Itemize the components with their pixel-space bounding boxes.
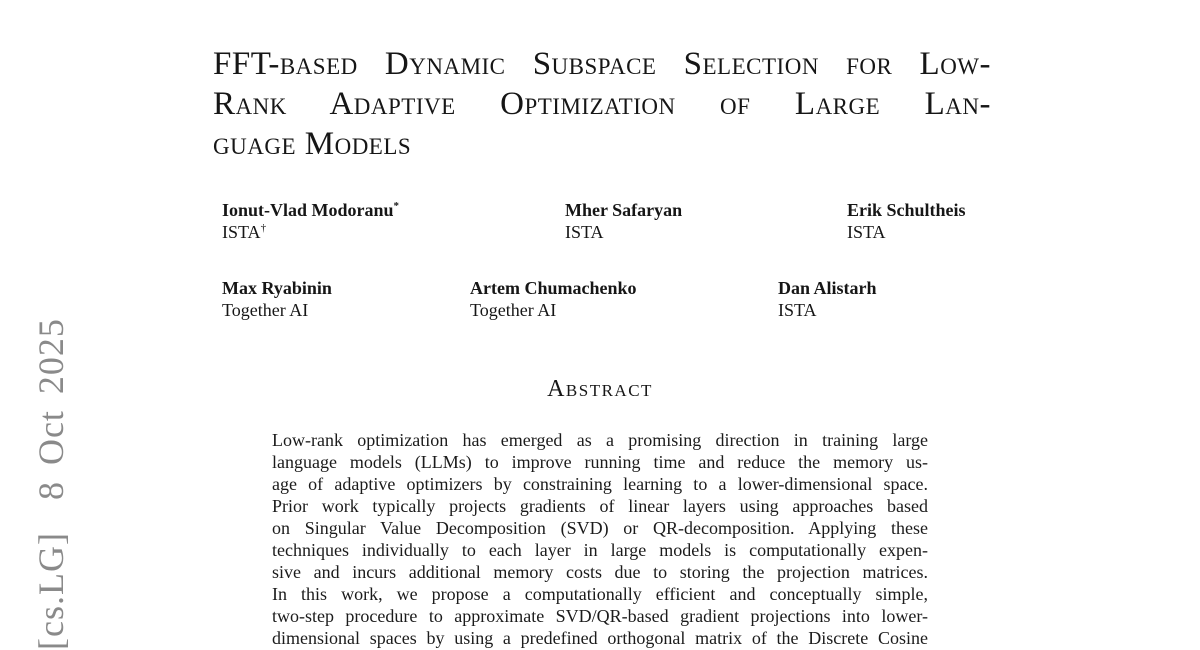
paper-title-line-1: FFT-based Dynamic Subspace Selection for Low- <box>213 46 991 82</box>
author-name-footnote-mark: * <box>393 200 400 212</box>
author-name-text: Max Ryabinin <box>222 278 332 298</box>
author-name-text: Mher Safaryan <box>565 200 683 220</box>
author-affiliation <box>222 299 332 321</box>
author-affiliation-text: ISTA <box>222 222 261 242</box>
author-name-text: Artem Chumachenko <box>470 278 637 298</box>
author-name-text: Ionut-Vlad Modoranu <box>222 200 394 220</box>
author-name-text: Dan Alistarh <box>778 278 877 298</box>
author-affiliation <box>847 221 966 243</box>
abstract-line-10: dimensional spaces by using a predefined orthogonal matrix of the Discrete Cosine <box>272 628 928 648</box>
author-name <box>565 199 682 221</box>
author-name-text: Erik Schultheis <box>847 200 966 220</box>
author-block-3 <box>847 199 966 243</box>
abstract-heading: Abstract <box>547 376 653 402</box>
paper-title-line-3: guage Models <box>213 126 412 162</box>
abstract-line-7: sive and incurs additional memory costs due to storing the projection matrices. <box>272 562 928 582</box>
abstract-line-1: Low-rank optimization has emerged as a promising direction in training large <box>272 430 928 450</box>
author-affiliation <box>778 299 877 321</box>
author-affiliation-text: Together AI <box>222 300 309 320</box>
author-block-2 <box>565 199 682 243</box>
author-affiliation-text: ISTA <box>778 300 817 320</box>
author-affiliation-text: ISTA <box>847 222 886 242</box>
author-block-6 <box>778 277 877 321</box>
author-affiliation-footnote-mark: † <box>260 222 267 234</box>
abstract-line-2: language models (LLMs) to improve running time and reduce the memory us- <box>272 452 928 472</box>
author-affiliation-text: Together AI <box>470 300 557 320</box>
paper-title <box>213 44 991 164</box>
author-affiliation-text: ISTA <box>565 222 604 242</box>
author-affiliation <box>222 221 399 243</box>
author-affiliation <box>470 299 637 321</box>
author-name <box>778 277 877 299</box>
author-name <box>470 277 637 299</box>
author-block-1 <box>222 199 399 243</box>
abstract-body <box>272 429 928 649</box>
author-affiliation <box>565 221 682 243</box>
paper-title-line-2: Rank Adaptive Optimization of Large Lan- <box>213 86 991 122</box>
author-block-5 <box>470 277 637 321</box>
abstract-line-3: age of adaptive optimizers by constraining learning to a lower-dimensional space. <box>272 474 928 494</box>
author-name <box>222 277 332 299</box>
abstract-line-9: two-step procedure to approximate SVD/QR-based gradient projections into lower- <box>272 606 928 626</box>
abstract-line-6: techniques individually to each layer in large models is computationally expen- <box>272 540 928 560</box>
author-name <box>847 199 966 221</box>
abstract-line-8: In this work, we propose a computationally efficient and conceptually simple, <box>272 584 928 604</box>
arxiv-watermark: [cs.LG] 8 Oct 2025 <box>31 318 71 650</box>
abstract-line-4: Prior work typically projects gradients of linear layers using approaches based <box>272 496 928 516</box>
author-name <box>222 199 399 221</box>
author-block-4 <box>222 277 332 321</box>
abstract-line-5: on Singular Value Decomposition (SVD) or QR-decomposition. Applying these <box>272 518 928 538</box>
